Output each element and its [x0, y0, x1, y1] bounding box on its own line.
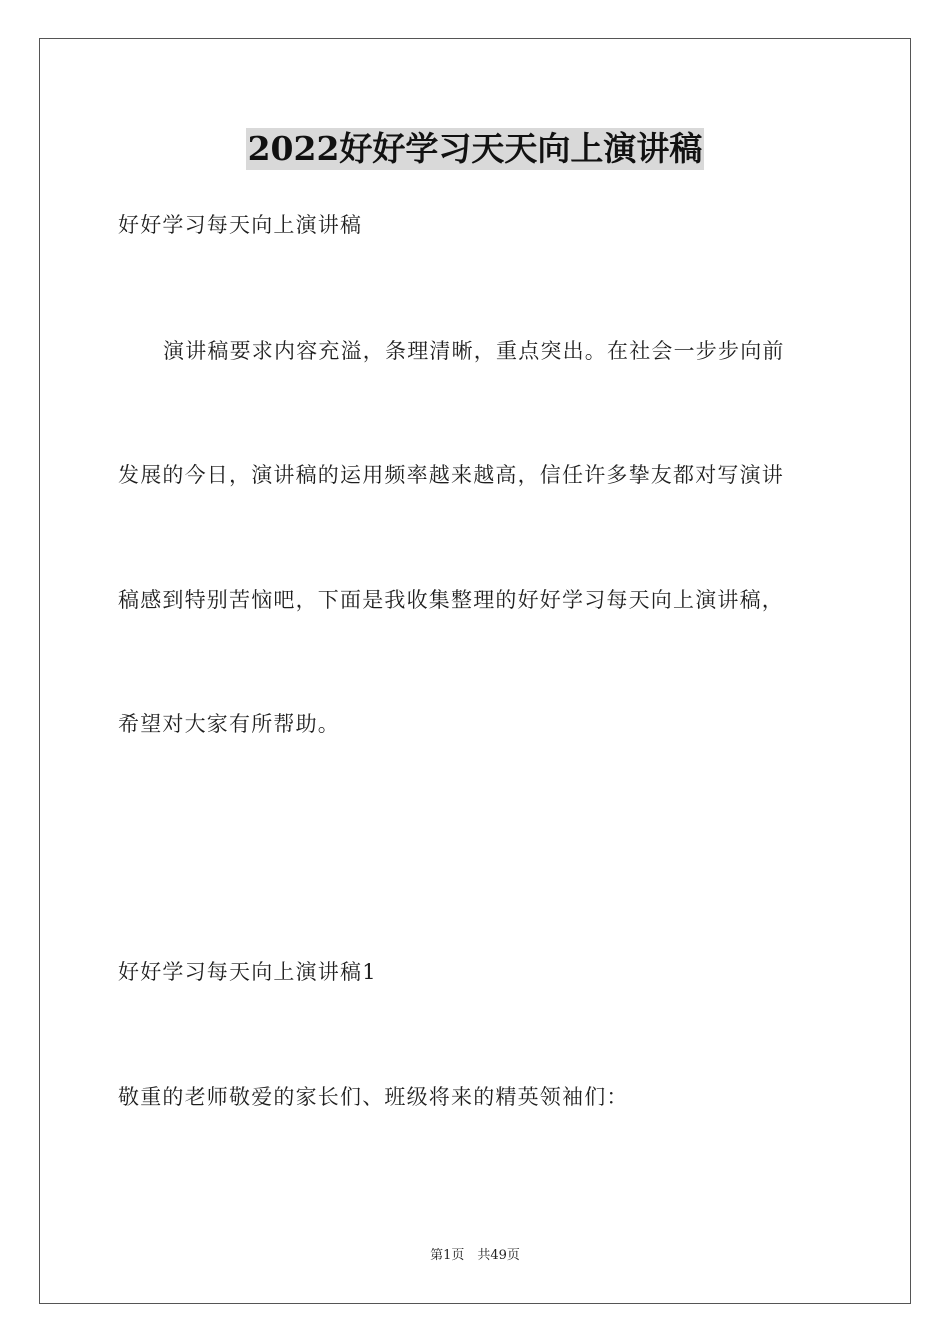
- intro-line-2: 发展的今日，演讲稿的运用频率越来越高，信任许多挚友都对写演讲: [118, 463, 784, 487]
- section-heading: 好好学习每天向上演讲稿1: [118, 960, 377, 984]
- title-container: [0, 128, 950, 170]
- document-title: 2022好好学习天天向上演讲稿: [247, 129, 703, 168]
- document-subtitle: 好好学习每天向上演讲稿: [118, 213, 363, 237]
- intro-line-1: 演讲稿要求内容充溢，条理清晰，重点突出。在社会一步步向前: [163, 339, 785, 363]
- intro-line-4: 希望对大家有所帮助。: [118, 712, 340, 736]
- intro-line-3: 稿感到特别苦恼吧，下面是我收集整理的好好学习每天向上演讲稿，: [118, 588, 784, 612]
- page-number-footer: 第1页 共49页: [430, 1248, 520, 1263]
- salutation-line: 敬重的老师敬爱的家长们、班级将来的精英领袖们：: [118, 1085, 629, 1109]
